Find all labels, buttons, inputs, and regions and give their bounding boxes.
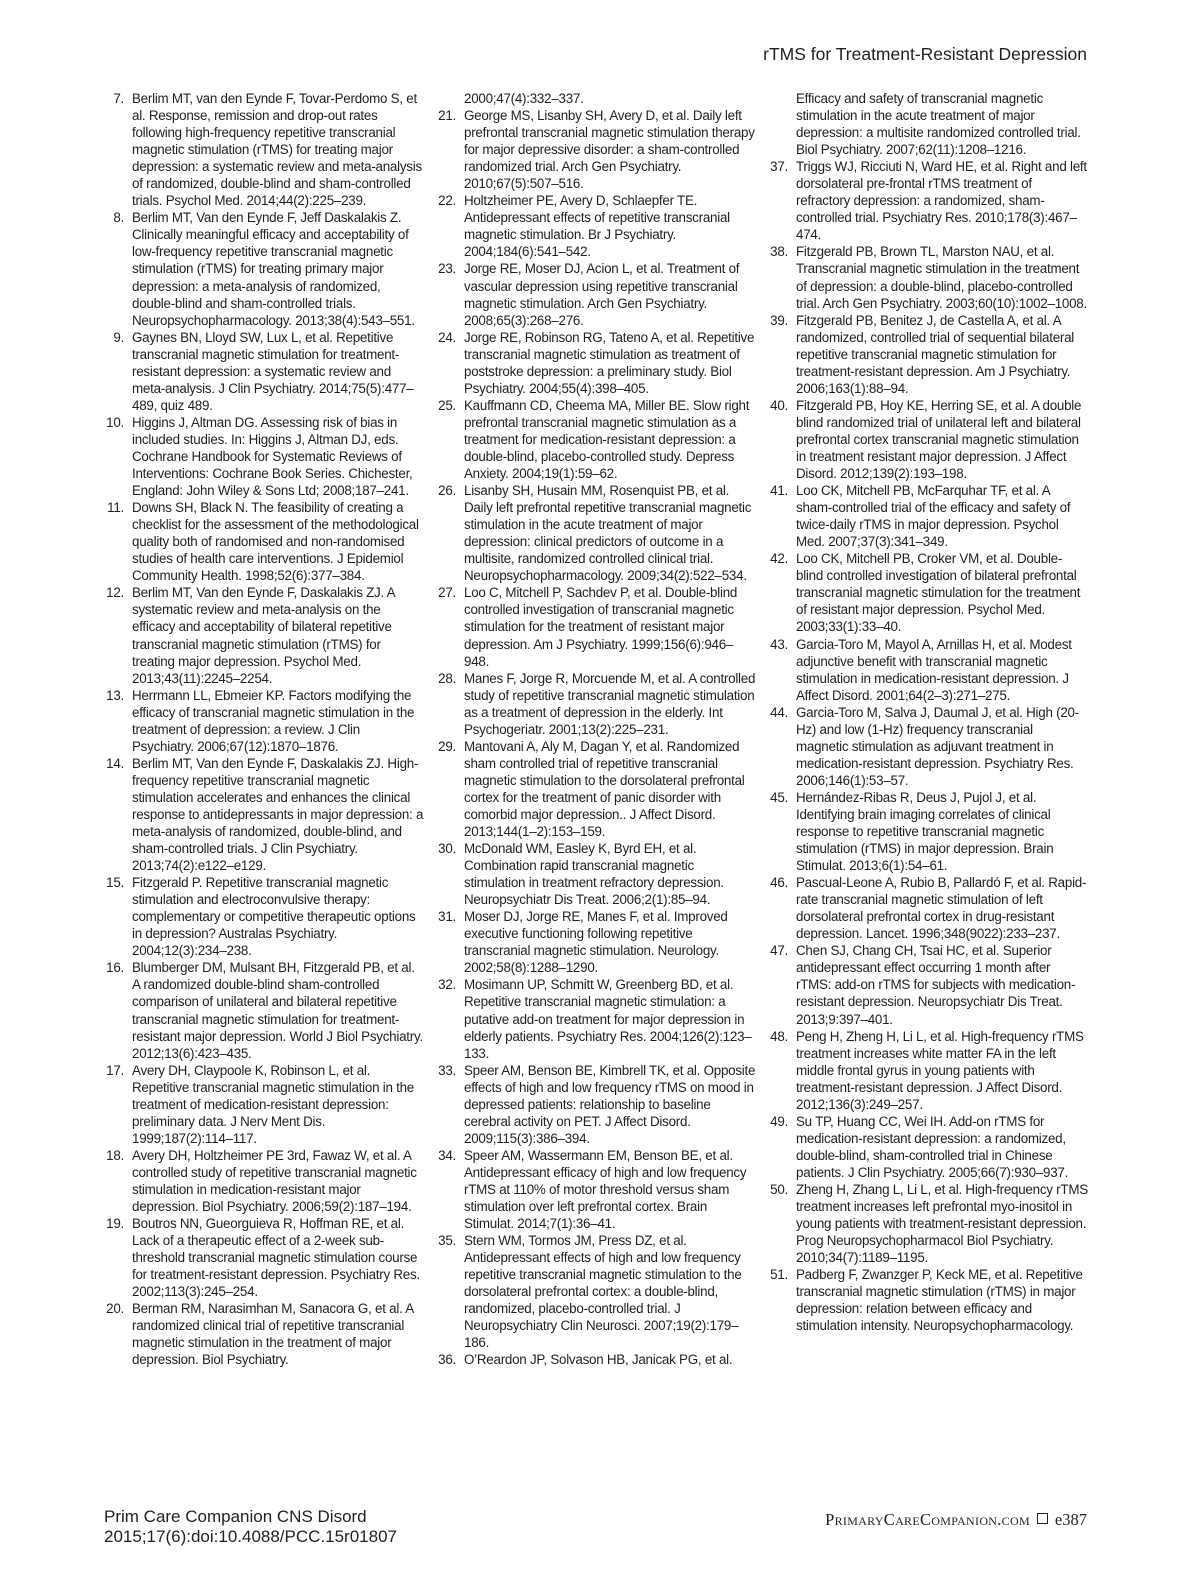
reference-item: [768, 942, 1088, 1027]
reference-item: [436, 840, 758, 908]
reference-item: [436, 670, 758, 738]
reference-number: 26.: [438, 483, 456, 499]
reference-number: 38.: [770, 244, 788, 260]
reference-number: 7.: [113, 91, 124, 106]
reference-item: [104, 90, 424, 209]
square-icon: [1037, 1513, 1048, 1524]
reference-text: Herrmann LL, Ebmeier KP. Factors modifying the efficacy of transcranial magnetic stimulation in the treatment of depression: a review. J Clin Psychiatry. 2006;67(12):1870–1876.: [132, 687, 415, 754]
reference-number: 21.: [438, 108, 456, 124]
reference-item: [104, 1215, 424, 1300]
reference-item: [104, 414, 424, 499]
reference-item: [768, 90, 1088, 158]
reference-text: Garcia-Toro M, Mayol A, Arnillas H, et al. Modest adjunctive benefit with transcranial magnetic stimulation in medication-resistant depression. J Affect Disord. 2001;64(2–3):271–275.: [796, 636, 1072, 703]
reference-text: George MS, Lisanby SH, Avery D, et al. Daily left prefrontal transcranial magnetic stimulation therapy for major depressive disorder: a sham-controlled randomized trial. Arch Gen Psychiatry. 2010;67(5):507–516.: [464, 108, 755, 192]
reference-item: [768, 636, 1088, 704]
reference-item: [436, 90, 758, 107]
reference-text: Lisanby SH, Husain MM, Rosenquist PB, et al. Daily left prefrontal repetitive transcranial magnetic stimulation in the acute treatment of major depression: clinical predictors of outcome in a multisite, randomized controlled clinical trial. Neuropsychopharmacology. 2009;34(2):522–534.: [464, 483, 752, 584]
reference-item: [104, 1300, 424, 1368]
reference-text: Loo C, Mitchell P, Sachdev P, et al. Double-blind controlled investigation of transcranial magnetic stimulation for the treatment of resistant major depression. Am J Psychiatry. 1999;156(6):946–948.: [464, 585, 738, 669]
reference-text: Berlim MT, van den Eynde F, Tovar-Perdomo S, et al. Response, remission and drop-out rates following high-frequency repetitive transcranial magnetic stimulation (rTMS) for treating major depression: a systematic review and meta-analysis of randomized, double-blind and sham-controlled trials. Psychol Med. 2014;44(2):225–239.: [132, 91, 422, 209]
reference-item: [436, 1147, 758, 1232]
reference-number: 35.: [438, 1233, 456, 1249]
reference-text: Hernández-Ribas R, Deus J, Pujol J, et al. Identifying brain imaging correlates of clinical response to repetitive transcranial magnetic stimulation (rTMS) in major depression. Brain Stimulat. 2013;6(1):54–61.: [796, 789, 1054, 874]
reference-item: [104, 1062, 424, 1147]
reference-text: Fitzgerald PB, Brown TL, Marston NAU, et al. Transcranial magnetic stimulation in the treatment of depression: a double-blind, placebo-controlled trial. Arch Gen Psychiatry. 2003;60(10):1002–1008.: [796, 244, 1087, 311]
reference-text: Su TP, Huang CC, Wei IH. Add-on rTMS for medication-resistant depression: a randomized, double-blind, sham-controlled trial in Chinese patients. J Clin Psychiatry. 2005;66(7):930–937.: [796, 1113, 1069, 1180]
reference-item: [768, 1181, 1088, 1266]
reference-text: Zheng H, Zhang L, Li L, et al. High-frequency rTMS treatment increases left prefrontal myo-inositol in young patients with treatment-resistant depression. Prog Neuropsychopharmacol Biol Psychiatry. 2010;34(7):1189–1195.: [796, 1182, 1088, 1266]
reference-text: Avery DH, Holtzheimer PE 3rd, Fawaz W, et al. A controlled study of repetitive transcranial magnetic stimulation in medication-resistant major depression. Biol Psychiatry. 2006;59(2):187–194.: [132, 1147, 417, 1215]
reference-number: 46.: [770, 875, 788, 891]
reference-number: 43.: [770, 636, 788, 652]
reference-item: [104, 687, 424, 755]
reference-item: [436, 1232, 758, 1351]
reference-number: 44.: [770, 704, 788, 720]
reference-text: Berlim MT, Van den Eynde F, Jeff Daskalakis Z. Clinically meaningful efficacy and acceptability of low-frequency repetitive transcranial magnetic stimulation (rTMS) for treating primary major depression: a meta-analysis of randomized, double-blind and sham-controlled trials. Neuropsychopharmacology. 2013;38(4):543–551.: [132, 210, 415, 328]
reference-item: [768, 874, 1088, 942]
reference-number: 34.: [438, 1147, 456, 1163]
reference-number: 29.: [438, 738, 456, 754]
reference-number: 37.: [770, 159, 788, 175]
reference-number: 41.: [770, 483, 788, 499]
reference-number: 42.: [770, 551, 788, 567]
reference-item: [436, 397, 758, 482]
reference-number: 19.: [106, 1216, 124, 1232]
reference-text: Berman RM, Narasimhan M, Sanacora G, et al. A randomized clinical trial of repetitive transcranial magnetic stimulation in the treatment of major depression. Biol Psychiatry.: [132, 1301, 414, 1368]
reference-item: [104, 584, 424, 686]
journal-doi: 2015;17(6):doi:10.4088/PCC.15r01807: [104, 1527, 397, 1546]
reference-item: [768, 550, 1088, 635]
reference-text: 2000;47(4):332–337.: [464, 91, 584, 106]
reference-number: 50.: [770, 1182, 788, 1197]
reference-item: [104, 874, 424, 959]
reference-text: Fitzgerald P. Repetitive transcranial magnetic stimulation and electroconvulsive therapy: complementary or competitive therapeutic options in depression? Australas Psychiatry. 2004;12(3):234–238.: [132, 875, 416, 959]
reference-text: Pascual-Leone A, Rubio B, Pallardó F, et al. Rapid-rate transcranial magnetic stimulation of left dorsolateral prefrontal cortex in drug-resistant depression. Lancet. 1996;348(9022):233–237.: [796, 875, 1087, 942]
reference-item: [436, 260, 758, 328]
reference-text: Peng H, Zheng H, Li L, et al. High-frequency rTMS treatment increases white matter FA in the left middle frontal gyrus in young patients with treatment-resistant depression. J Affect Disord. 2012;136(3):249–257.: [796, 1028, 1084, 1112]
reference-number: 22.: [438, 193, 456, 209]
reference-item: [436, 738, 758, 840]
reference-number: 18.: [106, 1147, 124, 1163]
reference-text: Mantovani A, Aly M, Dagan Y, et al. Randomized sham controlled trial of repetitive transcranial magnetic stimulation to the dorsolateral prefrontal cortex for the treatment of panic disorder with comorbid major depression.. J Affect Disord. 2013;144(1–2):153–159.: [464, 738, 745, 840]
reference-number: 28.: [438, 670, 456, 686]
reference-number: 45.: [770, 789, 788, 805]
reference-text: Speer AM, Benson BE, Kimbrell TK, et al. Opposite effects of high and low frequency rTMS on mood in depressed patients: relationship to baseline cerebral activity on PET. J Affect Disord. 2009;115(3):386–394.: [464, 1062, 756, 1146]
reference-item: [768, 312, 1088, 397]
reference-text: Jorge RE, Moser DJ, Acion L, et al. Treatment of vascular depression using repetitive transcranial magnetic stimulation. Arch Gen Psychiatry. 2008;65(3):268–276.: [464, 261, 740, 328]
reference-column-1: [104, 90, 424, 1369]
reference-number: 30.: [438, 841, 456, 857]
reference-text: Padberg F, Zwanzger P, Keck ME, et al. Repetitive transcranial magnetic stimulation (rTMS) in major depression: relation between efficacy and stimulation intensity. Neuropsychopharmacology.: [796, 1267, 1083, 1334]
reference-item: [436, 482, 758, 584]
reference-item: [436, 1062, 758, 1147]
reference-number: 8.: [113, 210, 124, 226]
reference-item: [104, 209, 424, 328]
reference-number: 17.: [106, 1062, 124, 1078]
reference-text: Triggs WJ, Ricciuti N, Ward HE, et al. Right and left dorsolateral pre-frontal rTMS treatment of refractory depression: a randomized, sham-controlled trial. Psychiatry Res. 2010;178(3):467–474.: [796, 159, 1087, 243]
reference-text: Avery DH, Claypoole K, Robinson L, et al. Repetitive transcranial magnetic stimulation in the treatment of medication-resistant depression: preliminary data. J Nerv Ment Dis. 1999;187(2):114–117.: [132, 1062, 414, 1146]
reference-number: 47.: [770, 943, 788, 959]
reference-item: [768, 243, 1088, 311]
reference-item: [768, 482, 1088, 550]
reference-item: [768, 789, 1088, 874]
reference-number: 49.: [770, 1113, 788, 1129]
reference-item: [436, 584, 758, 669]
reference-text: Boutros NN, Gueorguieva R, Hoffman RE, et al. Lack of a therapeutic effect of a 2-week sub-threshold transcranial magnetic stimulation course for treatment-resistant depression. Psychiatry Res. 2002;113(3):245–254.: [132, 1216, 420, 1300]
reference-text: Jorge RE, Robinson RG, Tateno A, et al. Repetitive transcranial magnetic stimulation as treatment of poststroke depression: a preliminary study. Biol Psychiatry. 2004;55(4):398–405.: [464, 329, 755, 396]
reference-number: 33.: [438, 1062, 456, 1078]
reference-number: 10.: [106, 414, 124, 430]
reference-item: [104, 329, 424, 414]
reference-number: 36.: [438, 1352, 456, 1368]
reference-text: Fitzgerald PB, Benitez J, de Castella A, et al. A randomized, controlled trial of sequential bilateral repetitive transcranial magnetic stimulation for treatment-resistant depression. Am J Psychiatry. 2006;163(1):88–94.: [796, 312, 1075, 396]
reference-text: Garcia-Toro M, Salva J, Daumal J, et al. High (20-Hz) and low (1-Hz) frequency transcranial magnetic stimulation as adjuvant treatment in medication-resistant depression. Psychiatry Res. 2006;146(1):53–57.: [796, 704, 1079, 788]
reference-number: 31.: [438, 909, 456, 925]
reference-text: Speer AM, Wassermann EM, Benson BE, et al. Antidepressant efficacy of high and low frequency rTMS at 110% of motor threshold versus sham stimulation over left prefrontal cortex. Brain Stimulat. 2014;7(1):36–41.: [464, 1147, 747, 1232]
reference-item: [768, 1028, 1088, 1113]
reference-text: Efficacy and safety of transcranial magnetic stimulation in the acute treatment of major depression: a multisite randomized controlled trial. Biol Psychiatry. 2007;62(11):1208–1216.: [796, 91, 1081, 158]
reference-number: 15.: [106, 875, 124, 891]
reference-text: Higgins J, Altman DG. Assessing risk of bias in included studies. In: Higgins J, Altman DJ, eds. Cochrane Handbook for Systematic Reviews of Interventions: Cochrane Book Series. Chichester, England: John Wiley & Sons Ltd; 2008;187–241.: [132, 414, 413, 499]
reference-text: Manes F, Jorge R, Morcuende M, et al. A controlled study of repetitive transcranial magnetic stimulation as a treatment of depression in the elderly. Int Psychogeriatr. 2001;13(2):225–231.: [464, 670, 756, 737]
reference-text: Berlim MT, Van den Eynde F, Daskalakis ZJ. High-frequency repetitive transcranial magnetic stimulation accelerates and enhances the clinical response to antidepressants in major depression: a meta-analysis of randomized, double-blind, and sham-controlled trials. J Clin Psychiatry. 2013;74(2):e122–e129.: [132, 755, 424, 874]
reference-text: Gaynes BN, Lloyd SW, Lux L, et al. Repetitive transcranial magnetic stimulation for treatment-resistant depression: a systematic review and meta-analysis. J Clin Psychiatry. 2014;75(5):477–489, quiz 489.: [132, 329, 414, 413]
reference-number: 40.: [770, 397, 788, 413]
reference-item: [104, 499, 424, 584]
reference-number: 48.: [770, 1028, 788, 1044]
reference-item: [436, 329, 758, 397]
reference-number: 32.: [438, 977, 456, 993]
reference-number: 20.: [106, 1301, 124, 1317]
reference-item: [436, 192, 758, 260]
reference-text: Blumberger DM, Mulsant BH, Fitzgerald PB, et al. A randomized double-blind sham-controlled comparison of unilateral and bilateral repetitive transcranial magnetic stimulation for treatment-resistant major depression. World J Biol Psychiatry. 2012;13(6):423–435.: [132, 960, 423, 1061]
reference-text: Mosimann UP, Schmitt W, Greenberg BD, et al. Repetitive transcranial magnetic stimulation: a putative add-on treatment for major depression in elderly patients. Psychiatry Res. 2004;126(2):123–133.: [464, 977, 752, 1061]
page-footer: [825, 1510, 1087, 1530]
reference-number: 27.: [438, 585, 456, 601]
reference-text: Kauffmann CD, Cheema MA, Miller BE. Slow right prefrontal transcranial magnetic stimulation as a treatment for medication-resistant depression: a double-blind, placebo-controlled study. Depress Anxiety. 2004;19(1):59–62.: [464, 397, 750, 482]
reference-item: [436, 908, 758, 976]
reference-item: [768, 158, 1088, 243]
page-number: e387: [1054, 1510, 1087, 1529]
reference-item: [436, 1351, 758, 1368]
reference-number: 25.: [438, 397, 456, 413]
reference-text: McDonald WM, Easley K, Byrd EH, et al. Combination rapid transcranial magnetic stimulation in treatment refractory depression. Neuropsychiatr Dis Treat. 2006;2(1):85–94.: [464, 841, 724, 908]
reference-text: Fitzgerald PB, Hoy KE, Herring SE, et al. A double blind randomized trial of unilateral left and bilateral prefrontal cortex transcranial magnetic stimulation in treatment resistant major depression. J Affect Disord. 2012;139(2):193–198.: [796, 397, 1082, 482]
reference-item: [768, 397, 1088, 482]
reference-number: 16.: [106, 960, 124, 976]
reference-item: [436, 107, 758, 192]
journal-citation: [104, 1507, 397, 1547]
reference-text: Chen SJ, Chang CH, Tsai HC, et al. Superior antidepressant effect occurring 1 month after rTMS: add-on rTMS for subjects with medication-resistant depression. Neuropsychiatr Dis Treat. 2013;9:397–401.: [796, 943, 1076, 1027]
reference-number: 13.: [106, 687, 124, 703]
reference-item: [104, 755, 424, 874]
reference-column-3: [768, 90, 1088, 1334]
reference-number: 9.: [113, 329, 124, 345]
reference-text: Loo CK, Mitchell PB, McFarquhar TF, et al. A sham-controlled trial of the efficacy and safety of twice-daily rTMS in major depression. Psychol Med. 2007;37(3):341–349.: [796, 483, 1071, 550]
reference-number: 11.: [107, 500, 124, 516]
journal-name: Prim Care Companion CNS Disord: [104, 1507, 367, 1526]
reference-item: [104, 1147, 424, 1215]
reference-text: O’Reardon JP, Solvason HB, Janicak PG, et al.: [464, 1352, 733, 1368]
reference-item: [768, 704, 1088, 789]
site-name[interactable]: PrimaryCareCompanion.com: [825, 1510, 1030, 1529]
reference-text: Holtzheimer PE, Avery D, Schlaepfer TE. Antidepressant effects of repetitive transcranial magnetic stimulation. Br J Psychiatry. 2004;184(6):541–542.: [464, 193, 730, 260]
reference-column-2: [436, 90, 758, 1369]
reference-item: [768, 1266, 1088, 1334]
reference-item: [768, 1113, 1088, 1181]
reference-number: 51.: [770, 1267, 788, 1283]
reference-text: Loo CK, Mitchell PB, Croker VM, et al. Double-blind controlled investigation of bilateral prefrontal transcranial magnetic stimulation for the treatment of resistant major depression. Psychol Med. 2003;33(1):33–40.: [796, 551, 1081, 635]
reference-number: 12.: [106, 585, 124, 601]
reference-text: Moser DJ, Jorge RE, Manes F, et al. Improved executive functioning following repetitive transcranial magnetic stimulation. Neurology. 2002;58(8):1288–1290.: [464, 909, 728, 976]
reference-number: 23.: [438, 261, 456, 277]
reference-text: Stern WM, Tormos JM, Press DZ, et al. Antidepressant effects of high and low frequency repetitive transcranial magnetic stimulation to the dorsolateral prefrontal cortex: a double-blind, randomized, placebo-controlled trial. J Neuropsychiatry Clin Neurosci. 2007;19(2):179–186.: [464, 1233, 742, 1351]
reference-item: [436, 976, 758, 1061]
running-title: rTMS for Treatment-Resistant Depression: [763, 44, 1087, 64]
reference-text: Downs SH, Black N. The feasibility of creating a checklist for the assessment of the methodological quality both of randomised and non-randomised studies of health care interventions. J Epidemiol Community Health. 1998;52(6):377–384.: [132, 500, 419, 584]
reference-number: 39.: [770, 312, 788, 328]
reference-text: Berlim MT, Van den Eynde F, Daskalakis ZJ. A systematic review and meta-analysis on the efficacy and acceptability of bilateral repetitive transcranial magnetic stimulation (rTMS) for treating major depression. Psychol Med. 2013;43(11):2245–2254.: [132, 585, 395, 686]
reference-number: 14.: [106, 755, 124, 771]
reference-number: 24.: [438, 329, 456, 345]
reference-item: [104, 959, 424, 1061]
